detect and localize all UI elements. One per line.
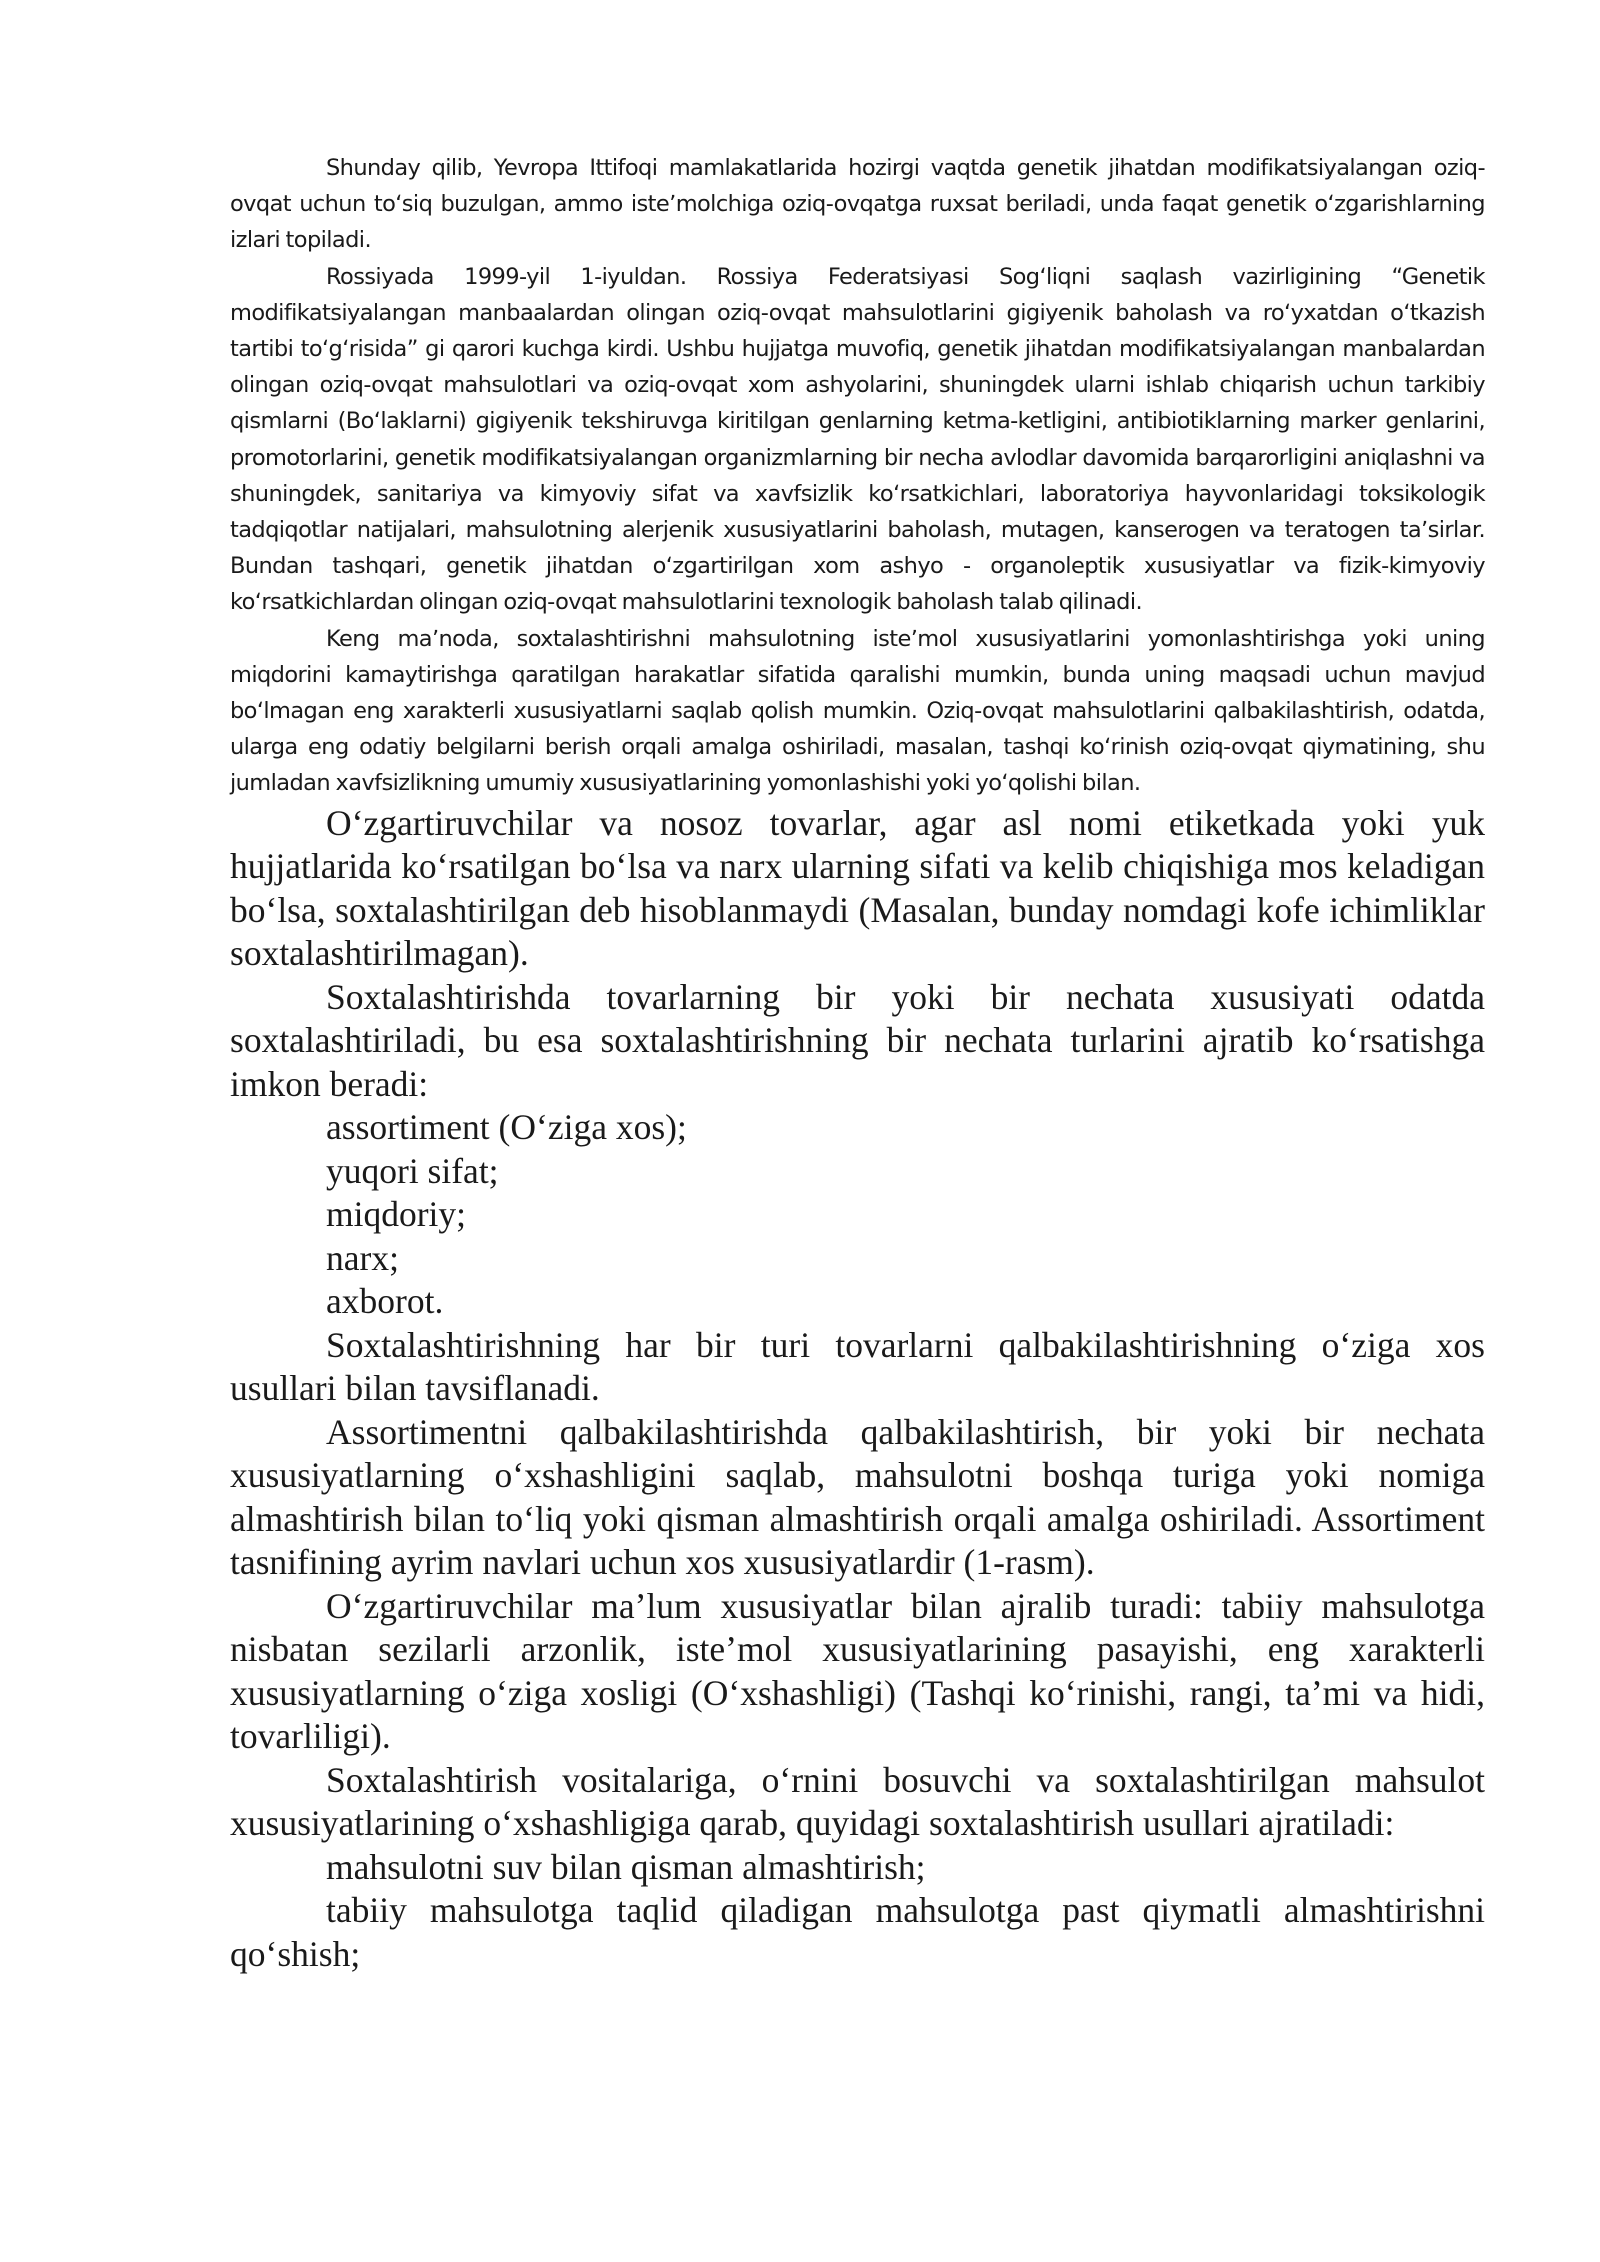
sans-section bbox=[230, 150, 1485, 802]
paragraph-assortment: Assortimentni qalbakilashtirishda qalbakilashtirish, bir yoki bir nechata xususiyatlarning oʻxshashligini saqlab, mahsulotni boshqa turiga yoki nomiga almashtirish bilan toʻliq yoki qisman almashtirish orqali amalga oshiriladi. Assortiment tasnifining ayrim navlari uchun xos xususiyatlardir (1-rasm). bbox=[230, 1411, 1485, 1583]
paragraph-modifiers: Oʻzgartiruvchilar va nosoz tovarlar, agar asl nomi etiketkada yoki yuk hujjatlarida koʻrsatilgan boʻlsa va narx ularning sifati va kelib chiqishiga mos keladigan boʻlsa, soxtalashtirilgan deb hisoblanmaydi (Masalan, bunday nomdagi kofe ichimliklar soxtalashtirilmagan). bbox=[230, 802, 1485, 974]
paragraph-falsification-types: Soxtalashtirishda tovarlarning bir yoki bir nechata xususiyati odatda soxtalashtiriladi, bu esa soxtalashtirishning bir nechata turlarini ajratib koʻrsatishga imkon beradi: bbox=[230, 976, 1485, 1104]
list-item: miqdoriy; bbox=[326, 1194, 467, 1235]
list-item: assortiment (Oʻziga xos); bbox=[326, 1107, 687, 1148]
paragraph-methods: Soxtalashtirishning har bir turi tovarlarni qalbakilashtirishning oʻziga xos usullari bilan tavsiflanadi. bbox=[230, 1324, 1485, 1409]
list-item: axborot. bbox=[326, 1281, 444, 1322]
list-item: narx; bbox=[326, 1237, 399, 1278]
paragraph-falsification-definition: Keng maʼnoda, soxtalashtirishni mahsulotning isteʼmol xususiyatlarini yomonlashtirishga yoki uning miqdorini kamaytirishga qaratilgan harakatlar sifatida qaralishi mumkin, bunda uning maqsadi uchun mavjud boʻlmagan eng xarakterli xususiyatlarni saqlab qolish mumkin. Oziq-ovqat mahsulotlarini qalbakilashtirish, odatda, ularga eng odatiy belgilarni berish orqali amalga oshiriladi, masalan, tashqi koʻrinish oziq-ovqat qiymatining, shu jumladan xavfsizlikning umumiy xususiyatlarining yomonlashishi yoki yoʻqolishi bilan. bbox=[230, 625, 1485, 797]
paragraph-eu-gmo: Shunday qilib, Yevropa Ittifoqi mamlakatlarida hozirgi vaqtda genetik jihatdan modifikatsiyalangan oziq-ovqat uchun toʻsiq buzulgan, ammo isteʼmolchiga oziq-ovqatga ruxsat beriladi, unda faqat genetik oʻzgarishlarning izlari topiladi. bbox=[230, 155, 1485, 254]
document-page bbox=[230, 150, 1485, 1976]
paragraph-modifier-features: Oʻzgartiruvchilar maʼlum xususiyatlar bilan ajralib turadi: tabiiy mahsulotga nisbatan sezilarli arzonlik, isteʼmol xususiyatlarining pasayishi, eng xarakterli xususiyatlarning oʻziga xosligi (Oʻxshashligi) (Tashqi koʻrinishi, rangi, taʼmi va hidi, tovarliligi). bbox=[230, 1585, 1485, 1757]
list-item: tabiiy mahsulotga taqlid qiladigan mahsulotga past qiymatli almashtirishni qoʻshish; bbox=[230, 1890, 1485, 1974]
paragraph-russia-gmo: Rossiyada 1999-yil 1-iyuldan. Rossiya Federatsiyasi Sogʻliqni saqlash vazirligining “Genetik modifikatsiyalangan manbaalardan olingan oziq-ovqat mahsulotlarini gigiyenik baholash va roʻyxatdan oʻtkazish tartibi toʻgʻrisida” gi qarori kuchga kirdi. Ushbu hujjatga muvofiq, genetik jihatdan modifikatsiyalangan manbalardan olingan oziq-ovqat mahsulotlari va oziq-ovqat xom ashyolarini, shuningdek ularni ishlab chiqarish uchun tarkibiy qismlarni (Boʻlaklarni) gigiyenik tekshiruvga kiritilgan genlarning ketma-ketligini, antibiotiklarning marker genlarini, promotorlarini, genetik modifikatsiyalangan organizmlarning bir necha avlodlar davomida barqarorligini aniqlashni va shuningdek, sanitariya va kimyoviy sifat va xavfsizlik koʻrsatkichlari, laboratoriya hayvonlaridagi toksikologik tadqiqotlar natijalari, mahsulotning alerjenik xususiyatlarini baholash, mutagen, kanserogen va teratogen taʼsirlar. Bundan tashqari, genetik jihatdan oʻzgartirilgan xom ashyo - organoleptik xususiyatlar va fizik-kimyoviy koʻrsatkichlardan olingan oziq-ovqat mahsulotlarini texnologik baholash talab qilinadi. bbox=[230, 263, 1485, 616]
paragraph-falsification-means: Soxtalashtirish vositalariga, oʻrnini bosuvchi va soxtalashtirilgan mahsulot xususiyatlarining oʻxshashligiga qarab, quyidagi soxtalashtirish usullari ajratiladi: bbox=[230, 1759, 1485, 1844]
list-item: yuqori sifat; bbox=[326, 1150, 499, 1191]
serif-section bbox=[230, 802, 1485, 1977]
list-item: mahsulotni suv bilan qisman almashtirish; bbox=[326, 1846, 926, 1887]
